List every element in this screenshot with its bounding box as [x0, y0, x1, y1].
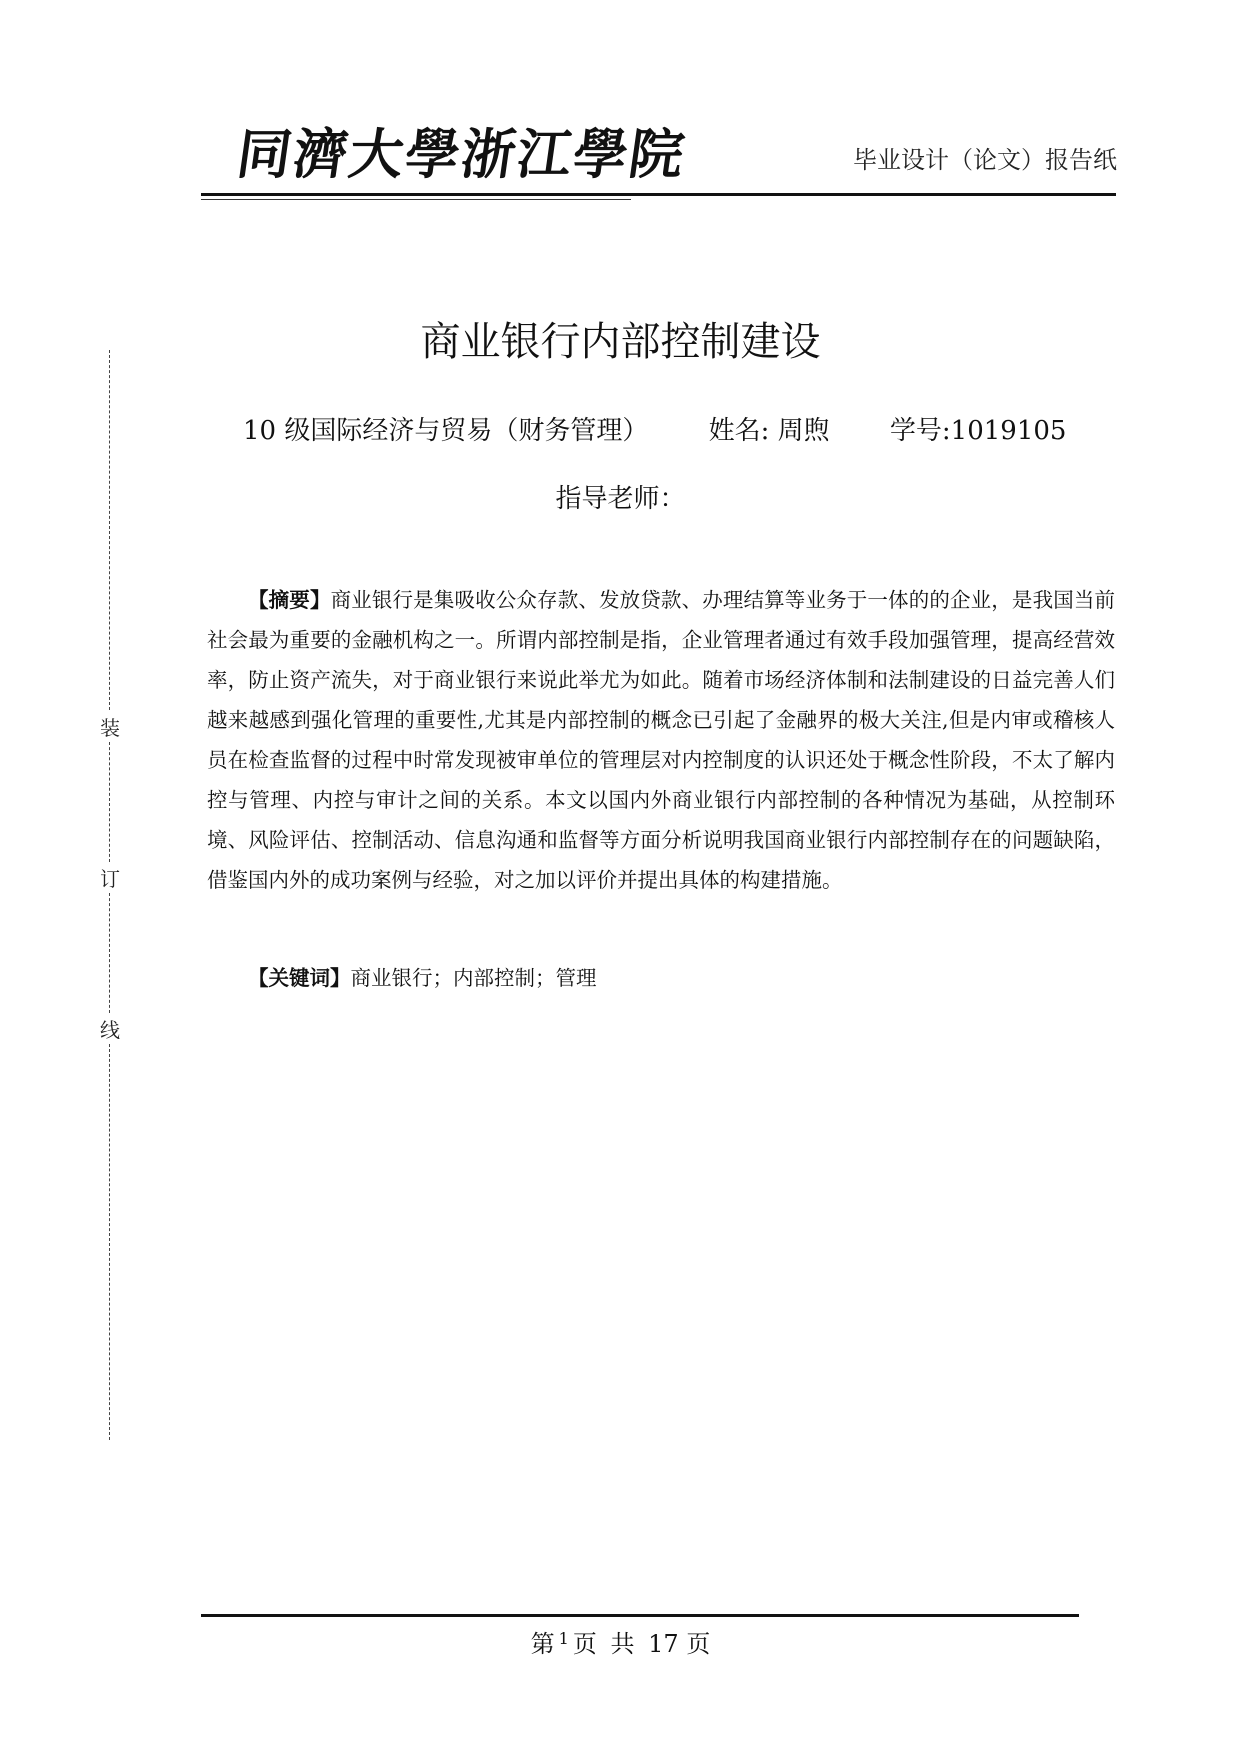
binding-dash-segment	[109, 893, 110, 1013]
keywords-label: 【关键词】	[248, 966, 351, 990]
abstract-label: 【摘要】	[248, 588, 331, 612]
author-name: 姓名: 周煦	[708, 416, 830, 446]
footer-prefix: 第	[530, 1630, 555, 1658]
footer-page-word: 页	[572, 1630, 597, 1658]
student-id: 学号:1019105	[889, 416, 1067, 446]
header-rule-thin	[201, 199, 631, 200]
abstract-paragraph	[207, 580, 1115, 900]
keywords-paragraph	[207, 958, 1115, 998]
abstract-text: 商业银行是集吸收公众存款、发放贷款、办理结算等业务于一体的的企业，是我国当前社会最为重要的金融机构之一。所谓内部控制是指，企业管理者通过有效手段加强管理，提高经营效率，防止资产流失，对于商业银行来说此举尤为如此。随着市场经济体制和法制建设的日益完善人们越来越感到强化管理的重要性,尤其是内部控制的概念已引起了金融界的极大关注,但是内审或稽核人员在检查监督的过程中时常发现被审单位的管理层对内控制度的认识还处于概念性阶段，不太了解内控与管理、内控与审计之间的关系。本文以国内外商业银行内部控制的各种情况为基础，从控制环境、风险评估、控制活动、信息沟通和监督等方面分析说明我国商业银行内部控制存在的问题缺陷，借鉴国内外的成功案例与经验，对之加以评价并提出具体的构建措施。	[207, 588, 1116, 892]
total-pages: 17	[648, 1630, 679, 1658]
major-label: 10 级国际经济与贸易（财务管理）	[243, 416, 649, 446]
binding-dash-segment	[109, 350, 110, 710]
page-number: 1	[558, 1629, 569, 1648]
paper-title: 商业银行内部控制建设	[420, 319, 821, 365]
footer-rule	[201, 1614, 1079, 1617]
binding-dash-segment	[109, 742, 110, 862]
advisor-label: 指导老师：	[555, 484, 686, 514]
school-logo: 同濟大學浙江學院	[233, 122, 691, 186]
header-rule	[201, 193, 1116, 196]
keywords-text: 商业银行；内部控制；管理	[350, 966, 597, 990]
binding-mark-xian: 线	[98, 1014, 122, 1043]
binding-mark-zhuang: 装	[98, 712, 122, 741]
binding-dash-segment	[109, 1044, 110, 1440]
binding-mark-ding: 订	[98, 863, 122, 892]
author-info-line	[243, 410, 1066, 447]
page-footer	[0, 1624, 1241, 1659]
footer-total-word: 共	[610, 1630, 635, 1658]
footer-suffix: 页	[686, 1630, 711, 1658]
report-paper-label: 毕业设计（论文）报告纸	[853, 146, 1117, 174]
